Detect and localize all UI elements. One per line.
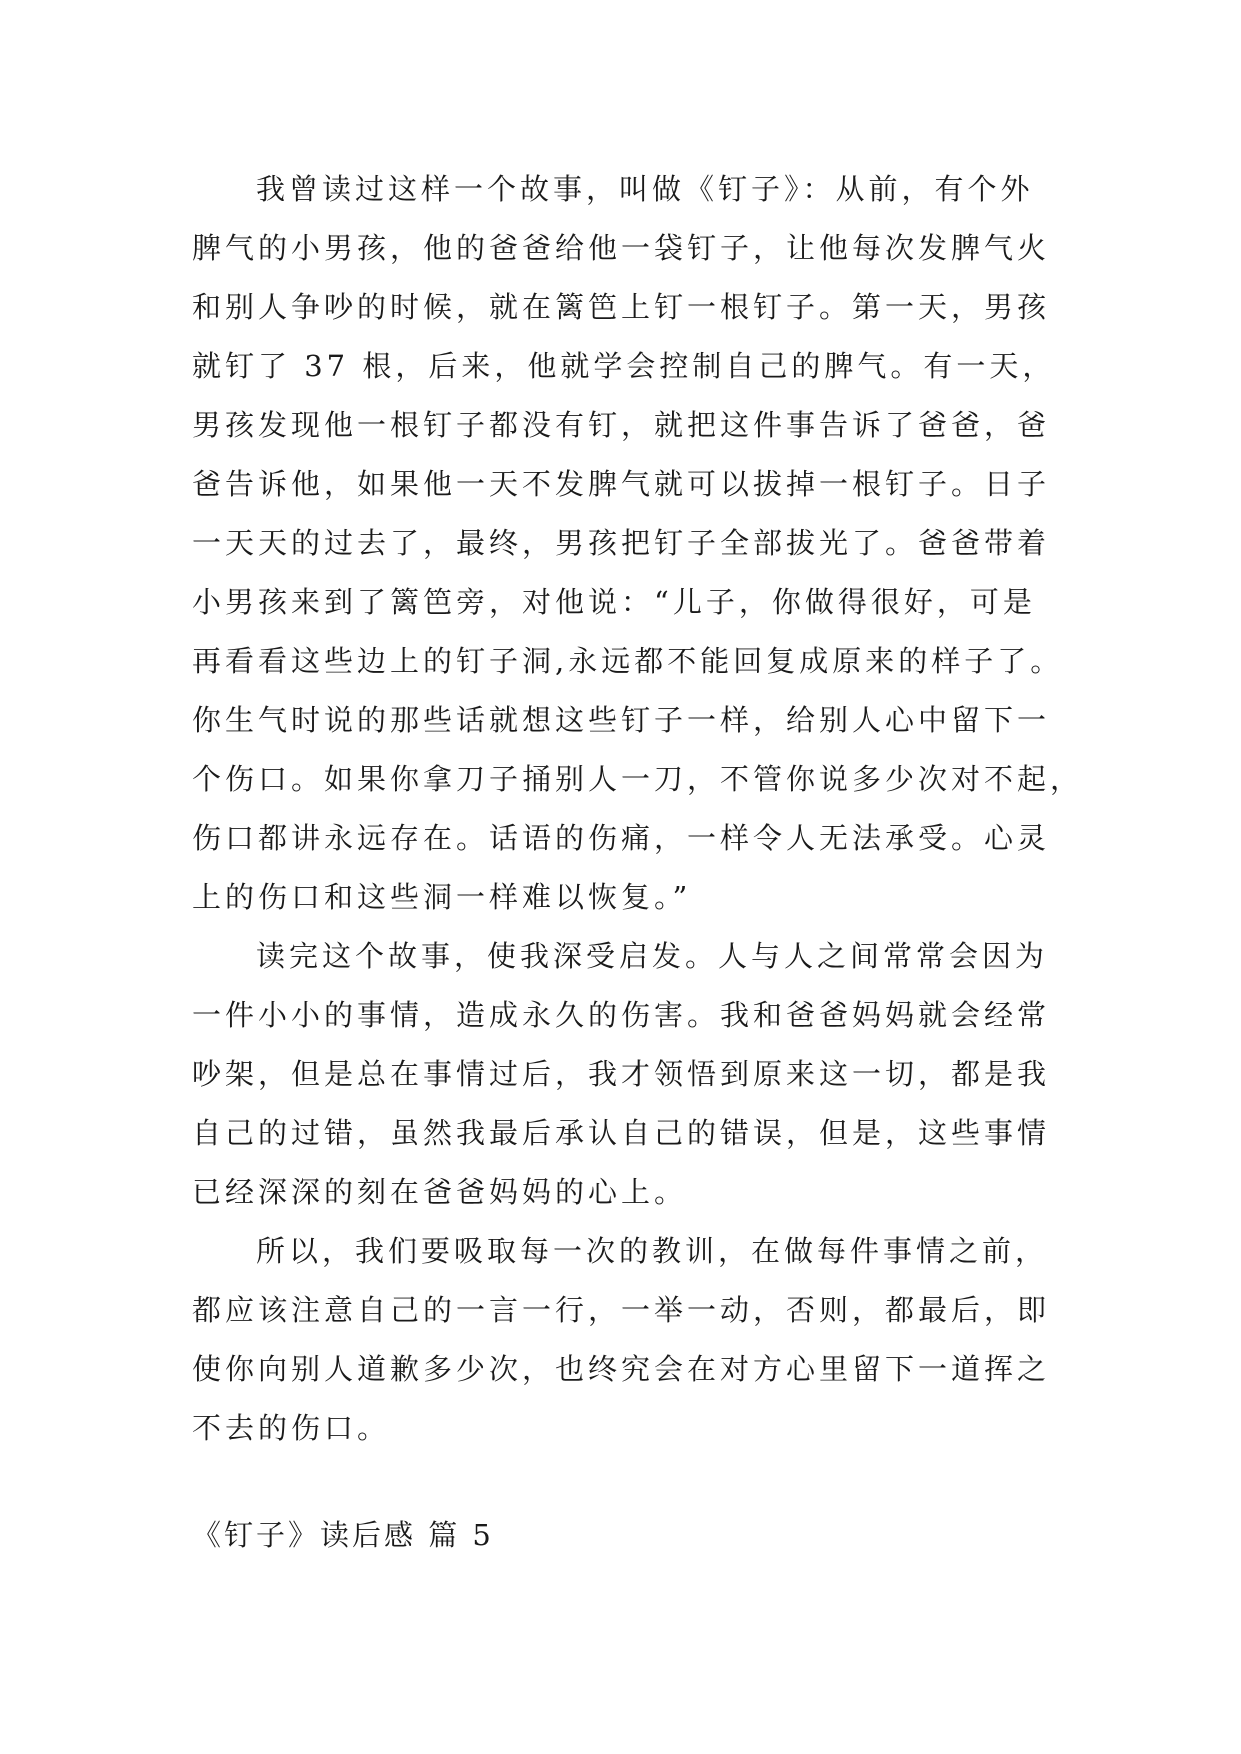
paragraph-2-line-2: 一件小小的事情，造成永久的伤害。我和爸爸妈妈就会经常 xyxy=(192,998,1051,1032)
paragraph-1-line-1: 我曾读过这样一个故事，叫做《钉子》：从前，有个外 xyxy=(256,172,1034,206)
paragraph-2-line-4: 自己的过错，虽然我最后承认自己的错误，但是，这些事情 xyxy=(192,1116,1051,1150)
paragraph-1-line-12: 伤口都讲永远存在。话语的伤痛，一样令人无法承受。心灵 xyxy=(192,821,1051,855)
paragraph-2-line-1: 读完这个故事，使我深受启发。人与人之间常常会因为 xyxy=(256,939,1049,973)
paragraph-2-line-3: 吵架，但是总在事情过后，我才领悟到原来这一切，都是我 xyxy=(192,1057,1051,1091)
paragraph-1-line-9: 再看看这些边上的钉子洞,永远都不能回复成原来的样子了。 xyxy=(192,644,1064,678)
paragraph-1-line-5: 男孩发现他一根钉子都没有钉，就把这件事告诉了爸爸，爸 xyxy=(192,408,1051,442)
paragraph-1-line-3: 和别人争吵的时候，就在篱笆上钉一根钉子。第一天，男孩 xyxy=(192,290,1051,324)
paragraph-1-line-10: 你生气时说的那些话就想这些钉子一样，给别人心中留下一 xyxy=(192,703,1051,737)
paragraph-1-line-11: 个伤口。如果你拿刀子捅别人一刀，不管你说多少次对不起， xyxy=(192,762,1084,796)
section-heading: 《钉子》读后感 篇 5 xyxy=(192,1518,494,1552)
paragraph-2-line-5: 已经深深的刻在爸爸妈妈的心上。 xyxy=(192,1175,688,1209)
paragraph-1-line-7: 一天天的过去了，最终，男孩把钉子全部拔光了。爸爸带着 xyxy=(192,526,1051,560)
paragraph-1-line-4: 就钉了 37 根，后来，他就学会控制自己的脾气。有一天， xyxy=(192,349,1056,383)
paragraph-3-line-3: 使你向别人道歉多少次，也终究会在对方心里留下一道挥之 xyxy=(192,1352,1051,1386)
paragraph-1-line-13: 上的伤口和这些洞一样难以恢复。” xyxy=(192,880,692,914)
paragraph-3-line-2: 都应该注意自己的一言一行，一举一动，否则，都最后，即 xyxy=(192,1293,1051,1327)
paragraph-1-line-6: 爸告诉他，如果他一天不发脾气就可以拔掉一根钉子。日子 xyxy=(192,467,1051,501)
paragraph-3-line-1: 所以，我们要吸取每一次的教训，在做每件事情之前， xyxy=(256,1234,1049,1268)
paragraph-1-line-2: 脾气的小男孩，他的爸爸给他一袋钉子，让他每次发脾气火 xyxy=(192,231,1051,265)
document-body xyxy=(192,160,1084,1458)
paragraph-3-line-4: 不去的伤口。 xyxy=(192,1411,391,1445)
paragraph-1-line-8: 小男孩来到了篱笆旁，对他说：“儿子，你做得很好，可是 xyxy=(192,585,1036,619)
